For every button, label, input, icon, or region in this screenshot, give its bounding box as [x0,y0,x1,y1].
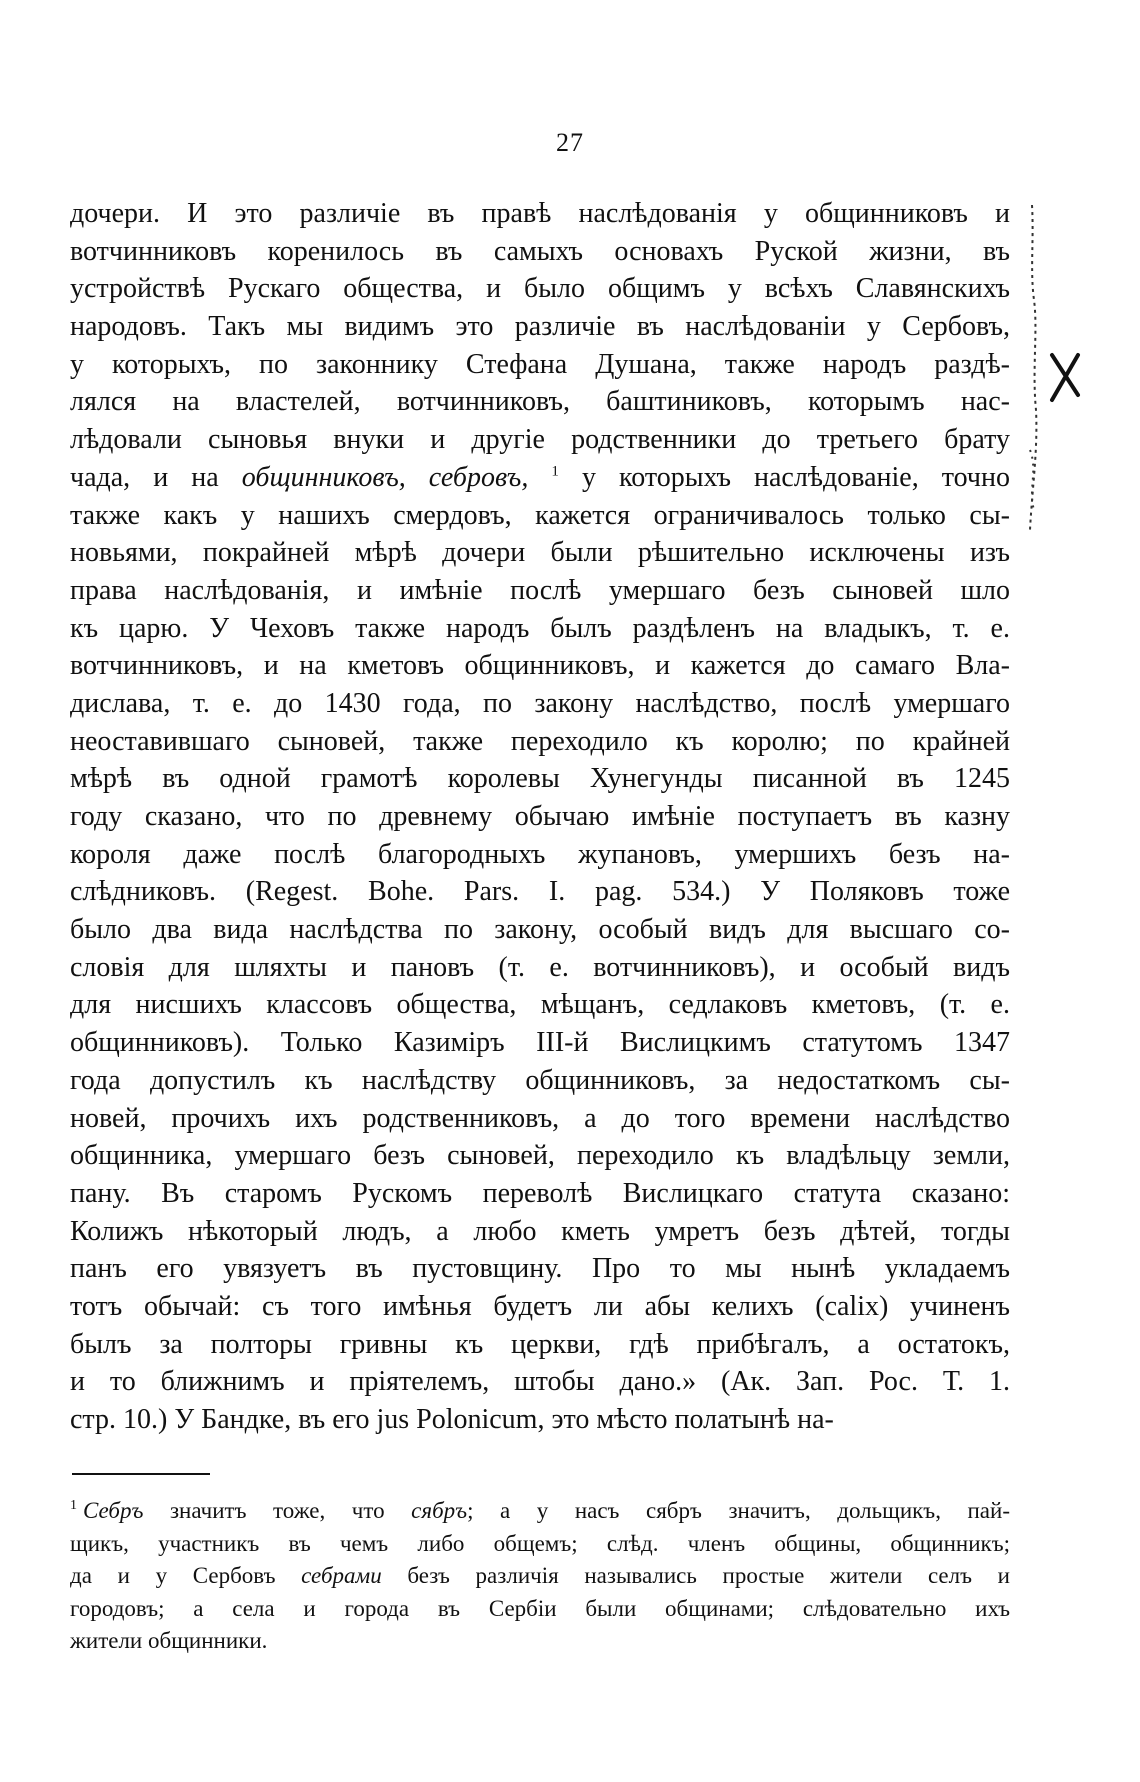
text-line: пану. Въ старомъ Рускомъ переволѣ Вислицкаго статута сказано: [70,1177,1010,1209]
footnote-number: 1 [70,1498,77,1514]
text-line: словія для шляхты и пановъ (т. е. вотчинниковъ), и особый видъ [70,951,1010,983]
footnote-text: городовъ; а села и города въ Сербіи были общинами; слѣдовательно ихъ [70,1595,1010,1621]
footnote-line [70,1625,1010,1658]
text-line: слѣдниковъ. (Regest. Bohe. Pars. I. pag. 534.) У Поляковъ тоже [70,876,1010,908]
footnote-text: да и у Сербовъ себрами безъ различія назывались простые жители селъ и [70,1563,1010,1588]
text-line: устройствѣ Рускаго общества, и было общимъ у всѣхъ Славянскихъ [70,273,1010,305]
text-line: дислава, т. е. до 1430 года, по закону наслѣдство, послѣ умершаго [70,687,1010,719]
text-line: короля даже послѣ благородныхъ жупановъ, умершихъ безъ на- [70,838,1010,870]
text-line: панъ его увязуетъ въ пустовщину. Про то мы нынѣ укладаемъ [70,1253,1010,1285]
text-line: дочери. И это различіе въ правѣ наслѣдованія у общинниковъ и [70,198,1010,229]
text-line: у которыхъ, по законнику Стефана Душана, также народъ раздѣ- [70,348,1010,380]
footnote-text: Себръ значитъ тоже, что сябръ; а у насъ сябръ значитъ, дольщикъ, пай- [83,1498,1010,1523]
text-line: для нисшихъ классовъ общества, мѣщанъ, седлаковъ кметовъ, (т. е. [70,989,1010,1021]
text-line: народовъ. Такъ мы видимъ это различіе въ наслѣдованіи у Сербовъ, [70,311,1010,343]
text-line: лѣдовали сыновья внуки и другіе родственники до третьего брату [70,424,1010,456]
text-line: также какъ у нашихъ смердовъ, кажется ограничивалось только сы- [70,499,1010,531]
text-line: права наслѣдованія, и имѣніе послѣ умершаго безъ сыновей шло [70,574,1010,606]
text-line: вотчинниковъ коренилось въ самыхъ основахъ Руской жизни, въ [70,235,1010,267]
text-line: новьями, покрайней мѣрѣ дочери были рѣшительно исключены изъ [70,537,1010,569]
text-line: къ царю. У Чеховъ также народъ былъ раздѣленъ на владыкъ, т. е. [70,612,1010,644]
footnote-line [70,1528,1010,1561]
text-line: былъ за полторы гривны къ церкви, гдѣ прибѣгалъ, а остатокъ, [70,1328,1010,1360]
text-line: и то ближнимъ и пріятелемъ, штобы дано.» (Ак. Зап. Рос. Т. 1. [70,1366,1010,1398]
footnote-text: щикъ, участникъ въ чемъ либо общемъ; слѣд. членъ общины, общинникъ; [70,1530,1010,1556]
text-line: мѣрѣ въ одной грамотѣ королевы Хунегунды писанной въ 1245 [70,763,1010,795]
margin-x-mark-icon [1020,200,1130,570]
text-line: чада, и на общинниковъ, себровъ, $^1$ у которыхъ наслѣдованіе, точно [70,461,1010,493]
text-line: новей, прочихъ ихъ родственниковъ, а до того времени наслѣдство [70,1102,1010,1134]
footnote-line [70,1560,1010,1593]
text-line: году сказано, что по древнему обычаю имѣніе поступаетъ въ казну [70,801,1010,832]
body-text [70,195,1010,1439]
text-line: стр. 10.) У Бандке, въ его jus Polonicum, это мѣсто полатынѣ на- [70,1404,834,1435]
footnote-separator [72,1473,210,1475]
text-line: вотчинниковъ, и на кметовъ общинниковъ, и кажется до самаго Вла- [70,650,1010,682]
text-line: общинника, умершаго безъ сыновей, переходило къ владѣльцу земли, [70,1140,1010,1172]
text-line: общинниковъ). Только Казиміръ III-й Вислицкимъ статутомъ 1347 [70,1027,1010,1059]
text-line: было два вида наслѣдства по закону, особый видъ для высшаго со- [70,914,1010,946]
text-line: тотъ обычай: съ того имѣнья будетъ ли абы келихъ (calix) учиненъ [70,1290,1010,1322]
footnote-line [70,1593,1010,1626]
footnote [70,1495,1010,1658]
text-line: года допустилъ къ наслѣдству общинниковъ, за недостаткомъ сы- [70,1064,1010,1096]
page-number: 27 [556,128,584,157]
text-line: неоставившаго сыновей, также переходило къ королю; по крайней [70,725,1010,757]
footnote-line [70,1495,1010,1528]
text-line: лялся на властелей, вотчинниковъ, баштиниковъ, которымъ нас- [70,386,1010,418]
text-line: Колижъ нѣкоторый людъ, а любо кметь умретъ безъ дѣтей, тогды [70,1215,1010,1247]
footnote-text: жители общинники. [70,1628,268,1653]
